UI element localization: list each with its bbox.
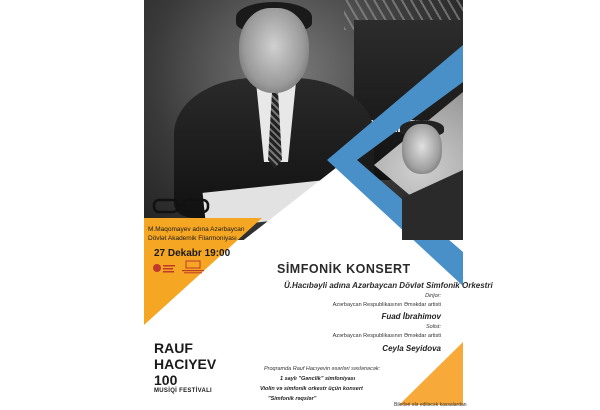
concert-title: SİMFONİK KONSERT: [277, 262, 411, 276]
program-item-1: 1 saylı "Gənclik" simfoniyası: [280, 376, 356, 382]
conductor-rank: Azərbaycan Respublikasının Əməkdar artisti: [332, 302, 441, 308]
concert-date: 27 Dekabr 19:00: [154, 248, 231, 259]
ministry-logo-icon: [152, 262, 176, 274]
festival-line-2: HACIYEV: [154, 356, 217, 372]
ticket-note: Biletləri ələ ediləcək kassalardan: [394, 402, 467, 408]
soloist-rank: Azərbaycan Respublikasının Əməkdar artisti: [332, 333, 441, 339]
concert-poster: [144, 0, 493, 410]
venue-line-2: Dövlət Akademik Filarmoniyası: [148, 235, 237, 242]
festival-line-1: RAUF: [154, 340, 193, 356]
program-item-3: "Simfonik rəqslər": [268, 396, 317, 402]
glasses-icon: [152, 198, 212, 214]
orchestra-name: Ü.Hacıbəyli adına Azərbaycan Dövlət Simfonik Orkestri: [284, 281, 493, 290]
program-intro: Proqramda Rauf Hacıyevin əsərləri səslənəcək:: [264, 366, 381, 372]
conductor-name: Fuad İbrahimov: [381, 312, 441, 321]
venue-line-1: M.Maqomayev adına Azərbaycan: [148, 226, 245, 233]
philharmonic-logo-icon: [180, 260, 206, 274]
program-item-2: Violin və simfonik orkestr üçün konsert: [260, 386, 363, 392]
conductor-role: Dirijor:: [425, 293, 441, 299]
soloist-role: Solist:: [426, 324, 441, 330]
festival-line-3: 100: [154, 372, 178, 388]
festival-line-4: MUSİQİ FESTİVALI: [154, 388, 213, 394]
soloist-name: Ceyla Seyidova: [382, 344, 441, 353]
